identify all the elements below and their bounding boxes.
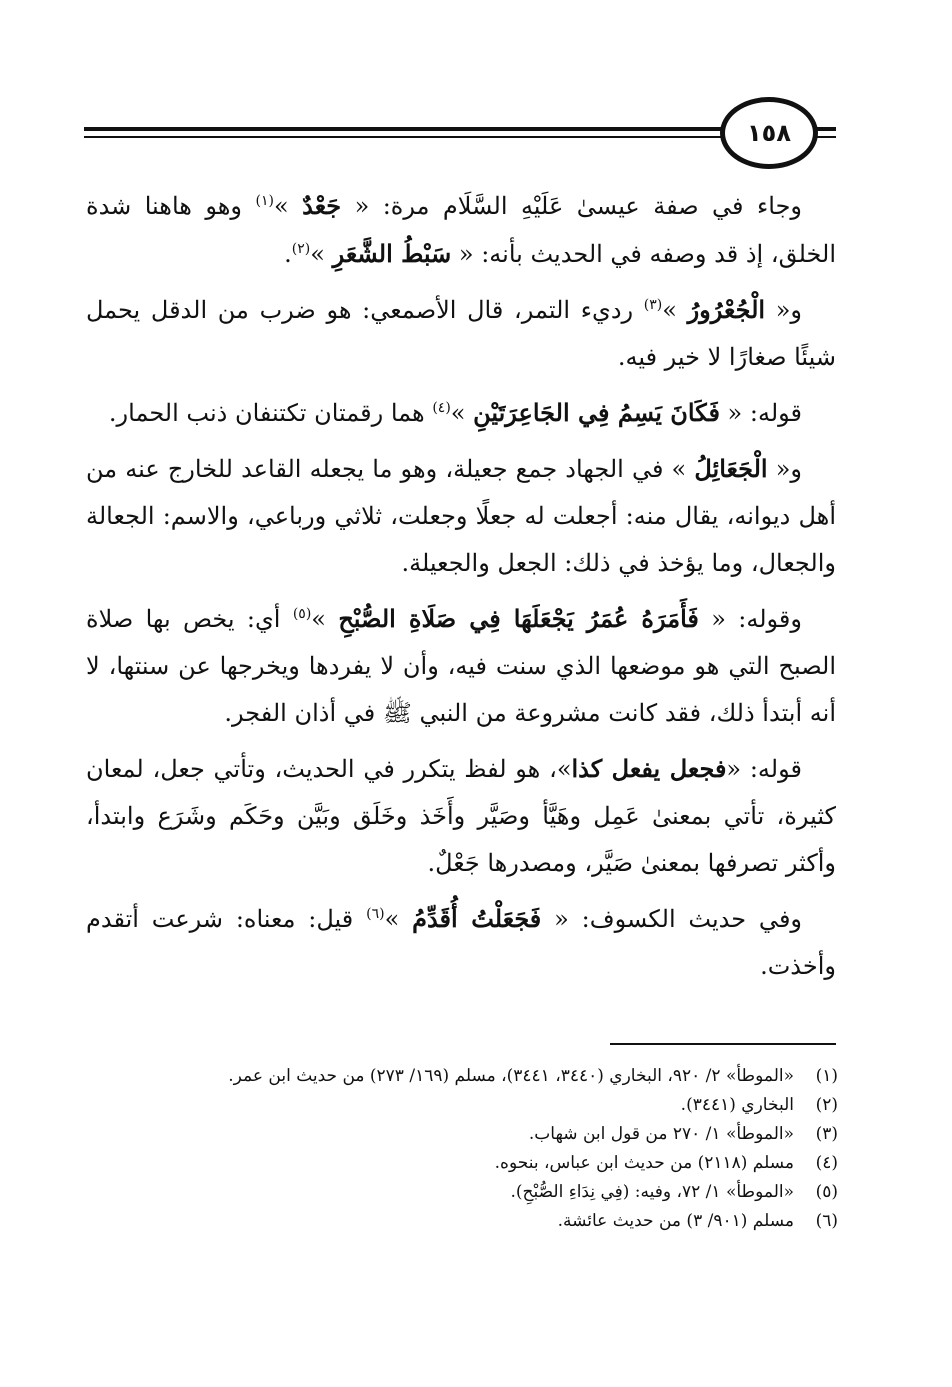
header-rule-thick	[84, 127, 726, 131]
footnote-text: «الموطأ» ١/ ٧٢، وفيه: (فِي نِدَاءِ الصُّبْحِ).	[510, 1182, 794, 1202]
footnote-item	[86, 1091, 838, 1120]
footnote-separator	[610, 1043, 836, 1045]
footnote-text: «الموطأ» ١/ ٢٧٠ من قول ابن شهاب.	[528, 1124, 794, 1144]
main-text	[86, 182, 836, 998]
footnote-item	[86, 1207, 838, 1236]
paragraph-text: »	[384, 905, 413, 933]
paragraph-text: و«	[765, 296, 803, 324]
page-header	[84, 97, 836, 177]
footnote-item	[86, 1178, 838, 1207]
footnote-ref: (١)	[255, 193, 274, 209]
hadith-term: الْجُعْرُورُ	[687, 295, 766, 324]
body-paragraph	[86, 182, 836, 278]
paragraph-text: »	[662, 296, 688, 324]
body-paragraph	[86, 389, 836, 437]
page-number-oval	[720, 97, 818, 169]
hadith-term: فَجَعَلْتُ أُقَدِّمُ	[412, 904, 542, 933]
footnote-ref: (٥)	[292, 606, 312, 622]
footnote-number: (١)	[815, 1066, 838, 1086]
footnote-number: (٢)	[815, 1095, 838, 1115]
footnote-item	[86, 1149, 838, 1178]
paragraph-text: وقوله: «	[698, 605, 802, 633]
body-paragraph	[86, 445, 836, 587]
footnote-ref: (٣)	[643, 297, 663, 313]
paragraph-text: »	[311, 605, 339, 633]
body-paragraph	[86, 286, 836, 381]
hadith-term: سَبْطُ الشَّعَرِ	[332, 239, 452, 268]
paragraph-text: .	[284, 240, 292, 268]
paragraph-text: رديء التمر، قال الأصمعي: هو ضرب من الدقل يحمل شيئًا صغارًا لا خير فيه.	[86, 296, 836, 371]
footnote-item	[86, 1062, 838, 1091]
footnote-text: البخاري (٣٤٤١).	[680, 1095, 794, 1115]
hadith-term: فَكَانَ يَسِمُ فِي الجَاعِرَتَيْنِ	[473, 398, 720, 427]
paragraph-text: وفي حديث الكسوف: «	[541, 905, 803, 933]
paragraph-text: » في الجهاد جمع جعيلة، وهو ما يجعله القاعد للخارج عنه من أهل ديوانه، يقال منه: أجعلت له جعلًا وجعلت، ثلاثي ورباعي، والاسم: الجعالة والجعال، وما يؤخذ في ذلك: الجعل والجعيلة.	[86, 455, 836, 577]
paragraph-text: و«	[767, 455, 802, 483]
hadith-term: جَعْدٌ	[302, 191, 342, 220]
paragraph-text: »	[450, 399, 474, 427]
footnote-ref: (٤)	[432, 400, 451, 416]
body-paragraph	[86, 745, 836, 887]
hadith-term: فَأَمَرَهُ عُمَرُ يَجْعَلَهَا فِي صَلَاةِ الصُّبْحِ	[338, 604, 699, 633]
footnote-number: (٤)	[815, 1153, 838, 1173]
footnote-number: (٣)	[815, 1124, 838, 1144]
footnote-ref: (٢)	[291, 241, 311, 257]
paragraph-text: قوله: «	[726, 755, 802, 783]
footnote-item	[86, 1120, 838, 1149]
paragraph-text: »	[273, 192, 303, 220]
footnote-number: (٥)	[815, 1182, 838, 1202]
body-paragraph	[86, 595, 836, 737]
footnote-text: «الموطأ» ٢/ ٩٢٠، البخاري (٣٤٤٠، ٣٤٤١)، مسلم (١٦٩/ ٢٧٣) من حديث ابن عمر.	[228, 1066, 794, 1086]
paragraph-text: قيل: معناه: شرعت أتقدم وأخذت.	[86, 905, 836, 980]
page-number: ١٥٨	[747, 119, 791, 147]
paragraph-text: وجاء في صفة عيسىٰ عَلَيْهِ السَّلَام مرة: «	[341, 192, 803, 220]
paragraph-text: وهو هاهنا شدة الخلق، إذ قد وصفه في الحديث بأنه: «	[86, 192, 836, 268]
hadith-term: الْجَعَائِلُ	[694, 454, 768, 483]
paragraph-text: »	[310, 240, 333, 268]
paragraph-text: قوله: «	[719, 399, 802, 427]
header-rule-stub-thin	[816, 136, 836, 138]
footnote-text: مسلم (٩٠١/ ٣) من حديث عائشة.	[557, 1211, 794, 1231]
hadith-term: فجعل يفعل كذا	[571, 754, 727, 783]
paragraph-text: هما رقمتان تكتنفان ذنب الحمار.	[108, 399, 433, 427]
footnote-text: مسلم (٢١١٨) من حديث ابن عباس، بنحوه.	[494, 1153, 794, 1173]
header-rule-stub	[816, 127, 836, 131]
footnote-number: (٦)	[815, 1211, 838, 1231]
footnote-ref: (٦)	[366, 906, 385, 922]
paragraph-text: أي: يخص بها صلاة الصبح التي هو موضعها الذي سنت فيه، وأن لا يفردها ويخرجها عن سنتها، لا أنه أبتدأ ذلك، فقد كانت مشروعة من النبي ﷺ في أذان الفجر.	[86, 605, 836, 727]
body-paragraph	[86, 895, 836, 990]
header-rule-thin	[84, 136, 726, 138]
paragraph-text: »، هو لفظ يتكرر في الحديث، وتأتي جعل، لمعان كثيرة، تأتي بمعنىٰ عَمِل وهَيَّأ وصَيَّر وأَخَذ وخَلَق وبَيَّن وحَكَم وشَرَع وابتدأ، وأكثر تصرفها بمعنىٰ صَيَّر، ومصدرها جَعْلٌ.	[86, 755, 836, 877]
footnotes	[86, 1062, 838, 1236]
